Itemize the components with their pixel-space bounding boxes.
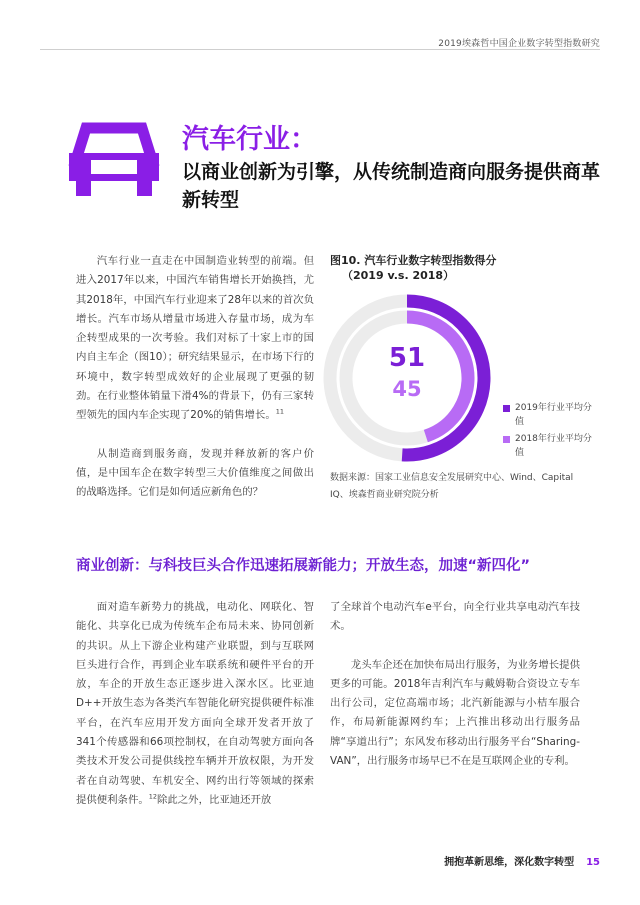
body-right-paragraph-1: 了全球首个电动汽车e平台，向全行业共享电动汽车技术。 <box>330 601 580 633</box>
legend-label-2019: 2019年行业平均分值 <box>515 403 592 427</box>
figure-subtitle: （2019 v.s. 2018） <box>342 269 455 282</box>
header-rule <box>40 49 600 50</box>
legend-swatch-2018 <box>503 436 510 443</box>
section-title: 汽车行业： <box>182 124 317 155</box>
center-value-2018: 45 <box>392 377 422 401</box>
center-value-2019: 51 <box>388 343 426 373</box>
footer-text: 拥抱革新思维，深化数字转型 <box>444 857 575 868</box>
intro-column <box>76 252 314 503</box>
legend-label-2018: 2018年行业平均分值 <box>515 434 592 458</box>
footer <box>444 853 600 868</box>
body-left-text: 面对造车新势力的挑战，电动化、网联化、智能化、共享化已成为传统车企布局未来、协同创新的共识。从上下游企业构建产业联盟，到与互联网巨头进行合作，再到企业车联系统和硬件平台的开放，车企的开放生态正逐步进入深水区。比亚迪D++开放生态为各类汽车智能化研究提供硬件标准平台，在汽车应用开发方面向全球开发者开放了341个传感器和66项控制权，在自动驾驶方面向各类技术开发公司提供线控车辆并开放权限，为开发者在自动驾驶、车机安全、网约出行等领域的探索提供便利条件。 <box>76 601 314 806</box>
footnote-ref-11: 11 <box>275 407 285 416</box>
running-title: 2019埃森哲中国企业数字转型指数研究 <box>438 39 600 49</box>
car-icon <box>66 120 170 200</box>
section-subtitle: 以商业创新为引擎，从传统制造商向服务提供商革新转型 <box>182 161 601 211</box>
body-right-column <box>330 598 580 771</box>
body-right-paragraph-2: 龙头车企还在加快布局出行服务，为业务增长提供更多的可能。2018年吉利汽车与戴姆勒合资设立专车出行公司，定位高端市场；北汽新能源与小桔车服合作，布局新能源网约车；上汽推出移动出行服务品牌“享道出行”；东风发布移动出行服务平台“Sharing-VAN”，出行服务市场早已不在是互联网企业的专利。 <box>330 658 580 768</box>
intro-paragraph-1 <box>76 252 314 426</box>
intro-paragraph-2: 从制造商到服务商，发现并释放新的客户价值，是中国车企在数字转型三大价值维度之间做出的战略选择。它们是如何适应新角色的？ <box>76 447 314 499</box>
page-number: 15 <box>586 857 600 868</box>
body-left-paragraph <box>76 598 314 810</box>
body-left-column <box>76 598 314 810</box>
intro-paragraph-1-text: 汽车行业一直走在中国制造业转型的前端。但进入2017年以来，中国汽车销售增长开始换挡，尤其2018年，中国汽车行业迎来了28年以来的首次负增长。汽车市场从增量市场进入存量市场，成为车企转型成果的一次考验。我们对标了十家上市的国内自主车企（图10）；研究结果显示，在市场下行的环境中，数字转型成效好的企业展现了更强的韧劲。在行业整体销量下滑4%的背景下，仍有三家转型领先的国内车企实现了20%的销售增长。 <box>76 255 314 422</box>
legend-swatch-2019 <box>503 405 510 412</box>
figure-title: 图10. 汽车行业数字转型指数得分 <box>330 254 497 267</box>
figure-source: 数据来源：国家工业信息安全发展研究中心、Wind、Capital IQ、埃森哲商业研究院分析 <box>330 473 574 500</box>
footnote-ref-12: 12 <box>148 792 158 801</box>
body-left-tail: 除此之外，比亚迪还开放 <box>157 793 272 806</box>
subheading: 商业创新：与科技巨头合作迅速拓展新能力；开放生态，加速“新四化” <box>76 558 531 574</box>
